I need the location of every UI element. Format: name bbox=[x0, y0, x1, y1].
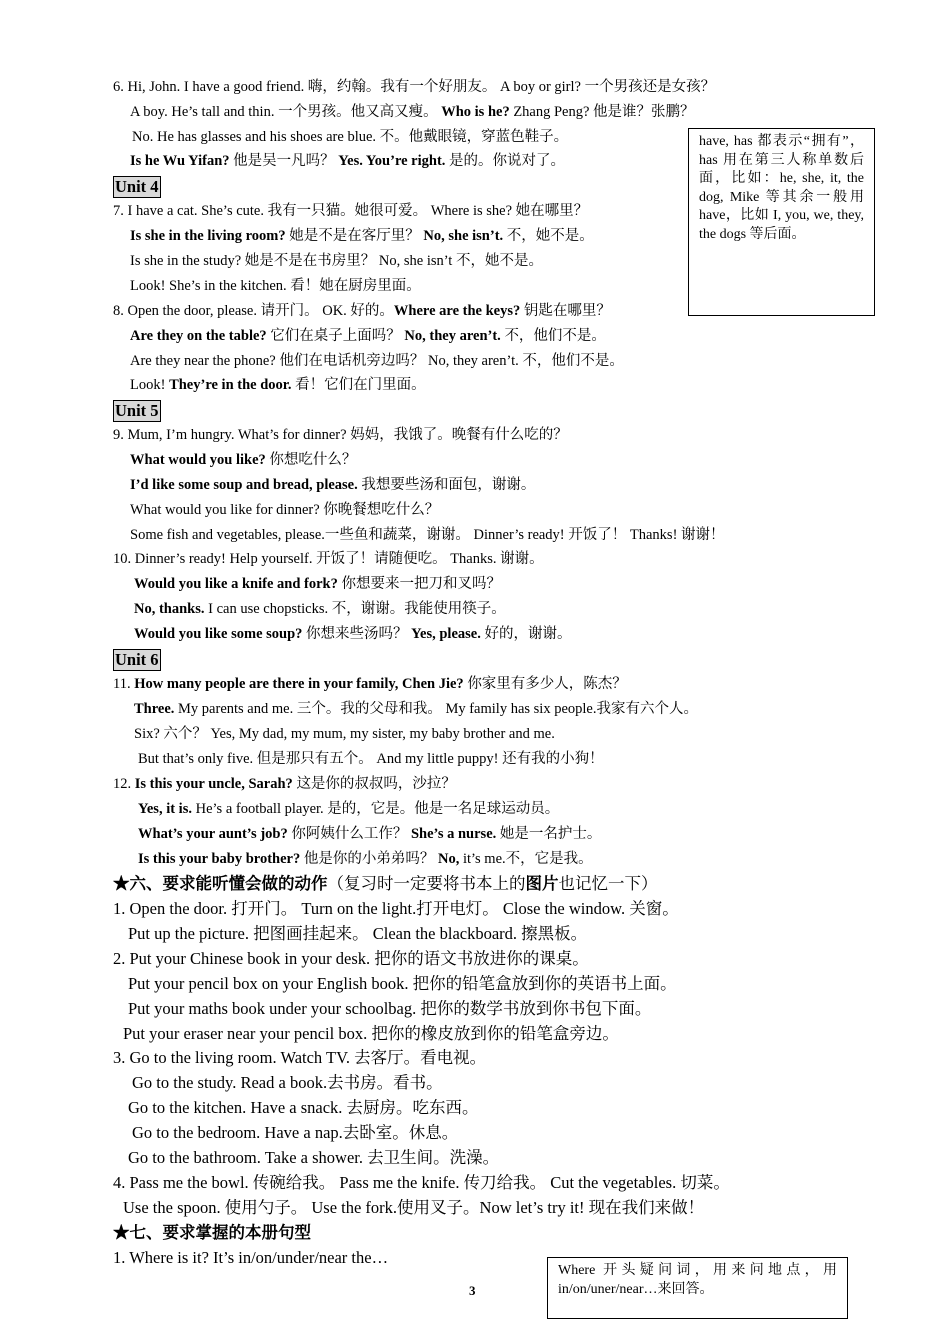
dialogue-12-line-2: Yes, it is. He’s a football player. 是的，它是。他是一名足球运动员。 bbox=[138, 801, 560, 817]
dialogue-10-line-2: Would you like a knife and fork? 你想要来一把刀和叉吗？ bbox=[134, 576, 501, 592]
unit-4-heading: Unit 4 bbox=[115, 177, 159, 196]
dialogue-8-line-2: Are they on the table? 它们在桌子上面吗？ No, they aren’t. 不，他们不是。 bbox=[130, 328, 606, 344]
dialogue-12-line-1: 12. Is this your uncle, Sarah? 这是你的叔叔吗，沙拉？ bbox=[113, 776, 456, 792]
dialogue-11-line-2: Three. My parents and me. 三个。我的父母和我。 My family has six people.我家有六个人。 bbox=[134, 701, 698, 717]
actions-4-line-1: 4. Pass me the bowl. 传碗给我。 Pass me the knife. 传刀给我。 Cut the vegetables. 切菜。 bbox=[113, 1173, 730, 1192]
dialogue-8-line-4: Look! They’re in the door. 看！它们在门里面。 bbox=[130, 377, 426, 393]
dialogue-10-line-1: 10. Dinner’s ready! Help yourself. 开饭了！请随便吃。 Thanks. 谢谢。 bbox=[113, 551, 544, 567]
dialogue-6-line-2: A boy. He’s tall and thin. 一个男孩。他又高又瘦。 Who is he? Zhang Peng? 他是谁？张鹏？ bbox=[130, 104, 695, 120]
page-number: 3 bbox=[469, 1283, 476, 1298]
sentence-pattern-1: 1. Where is it? It’s in/on/under/near the… bbox=[113, 1248, 389, 1267]
dialogue-9-line-2: What would you like? 你想吃什么？ bbox=[130, 452, 357, 468]
actions-3-line-4: Go to the bedroom. Have a nap.去卧室。休息。 bbox=[132, 1123, 459, 1142]
dialogue-11-line-4: But that’s only five. 但是那只有五个。 And my little puppy! 还有我的小狗！ bbox=[138, 751, 604, 767]
actions-1-line-1: 1. Open the door. 打开门。 Turn on the light.打开电灯。 Close the window. 关窗。 bbox=[113, 899, 679, 918]
actions-3-line-1: 3. Go to the living room. Watch TV. 去客厅。看电视。 bbox=[113, 1048, 487, 1067]
dialogue-9-line-1: 9. Mum, I’m hungry. What’s for dinner? 妈妈，我饿了。晚餐有什么吃的？ bbox=[113, 427, 568, 443]
dialogue-11-line-3: Six? 六个？ Yes, My dad, my mum, my sister, my baby brother and me. bbox=[134, 726, 555, 742]
dialogue-7-line-2: Is she in the living room? 她是不是在客厅里？ No, she isn’t. 不，她不是。 bbox=[130, 228, 594, 244]
section-6-heading: ★六、要求能听懂会做的动作（复习时一定要将书本上的图片也记忆一下） bbox=[113, 874, 658, 893]
dialogue-9-line-4: What would you like for dinner? 你晚餐想吃什么？ bbox=[130, 502, 440, 518]
actions-2-line-3: Put your maths book under your schoolbag. 把你的数学书放到你书包下面。 bbox=[128, 999, 652, 1018]
actions-2-line-4: Put your eraser near your pencil box. 把你的橡皮放到你的铅笔盒旁边。 bbox=[123, 1024, 619, 1043]
dialogue-12-line-4: Is this your baby brother? 他是你的小弟弟吗？ No, it’s me.不，它是我。 bbox=[138, 851, 593, 867]
actions-2-line-2: Put your pencil box on your English book. 把你的铅笔盒放到你的英语书上面。 bbox=[128, 974, 677, 993]
actions-3-line-3: Go to the kitchen. Have a snack. 去厨房。吃东西。 bbox=[128, 1098, 479, 1117]
actions-2-line-1: 2. Put your Chinese book in your desk. 把你的语文书放进你的课桌。 bbox=[113, 949, 589, 968]
section-7-heading: ★七、要求掌握的本册句型 bbox=[113, 1223, 311, 1242]
dialogue-7-line-3: Is she in the study? 她是不是在书房里？ No, she isn’t 不，她不是。 bbox=[130, 253, 543, 269]
dialogue-6-line-4: Is he Wu Yifan? 他是吴一凡吗？ Yes. You’re right. 是的。你说对了。 bbox=[130, 153, 566, 169]
dialogue-6-line-1: 6. Hi, John. I have a good friend. 嗨，约翰。我有一个好朋友。 A boy or girl? 一个男孩还是女孩？ bbox=[113, 79, 716, 95]
dialogue-8-line-3: Are they near the phone? 他们在电话机旁边吗？ No, they aren’t. 不，他们不是。 bbox=[130, 353, 624, 369]
grammar-note-where: Where 开头疑问词，用来问地点，用 in/on/uner/near…来回答。 bbox=[547, 1257, 848, 1319]
dialogue-8-line-1: 8. Open the door, please. 请开门。 OK. 好的。Where are the keys? 钥匙在哪里？ bbox=[113, 303, 611, 319]
dialogue-10-line-4: Would you like some soup? 你想来些汤吗？ Yes, please. 好的，谢谢。 bbox=[134, 626, 572, 642]
dialogue-6-line-3: No. He has glasses and his shoes are blue. 不。他戴眼镜，穿蓝色鞋子。 bbox=[132, 129, 569, 145]
dialogue-9-line-3: I’d like some soup and bread, please. 我想要些汤和面包，谢谢。 bbox=[130, 477, 536, 493]
unit-5-heading: Unit 5 bbox=[115, 401, 159, 420]
dialogue-11-line-1: 11. How many people are there in your family, Chen Jie? 你家里有多少人，陈杰？ bbox=[113, 676, 627, 692]
dialogue-9-line-5: Some fish and vegetables, please.一些鱼和蔬菜，谢谢。 Dinner’s ready! 开饭了！ Thanks! 谢谢！ bbox=[130, 527, 725, 543]
dialogue-12-line-3: What’s your aunt’s job? 你阿姨什么工作？ She’s a nurse. 她是一名护士。 bbox=[138, 826, 602, 842]
dialogue-7-line-4: Look! She’s in the kitchen. 看！她在厨房里面。 bbox=[130, 278, 421, 294]
dialogue-10-line-3: No, thanks. I can use chopsticks. 不，谢谢。我能使用筷子。 bbox=[134, 601, 506, 617]
actions-1-line-2: Put up the picture. 把图画挂起来。 Clean the blackboard. 擦黑板。 bbox=[128, 924, 588, 943]
dialogue-7-line-1: 7. I have a cat. She’s cute. 我有一只猫。她很可爱。 Where is she? 她在哪里？ bbox=[113, 203, 589, 219]
grammar-note-have-has: have, has 都表示“拥有”，has 用在第三人称单数后面，比如：he, she, it, the dog, Mike 等其余一般用 have，比如 I, you, we, they, the dogs 等后面。 bbox=[688, 128, 875, 316]
unit-6-heading: Unit 6 bbox=[115, 650, 159, 669]
actions-3-line-2: Go to the study. Read a book.去书房。看书。 bbox=[132, 1073, 443, 1092]
actions-4-line-2: Use the spoon. 使用勺子。 Use the fork.使用叉子。Now let’s try it! 现在我们来做！ bbox=[123, 1198, 705, 1217]
actions-3-line-5: Go to the bathroom. Take a shower. 去卫生间。洗澡。 bbox=[128, 1148, 500, 1167]
